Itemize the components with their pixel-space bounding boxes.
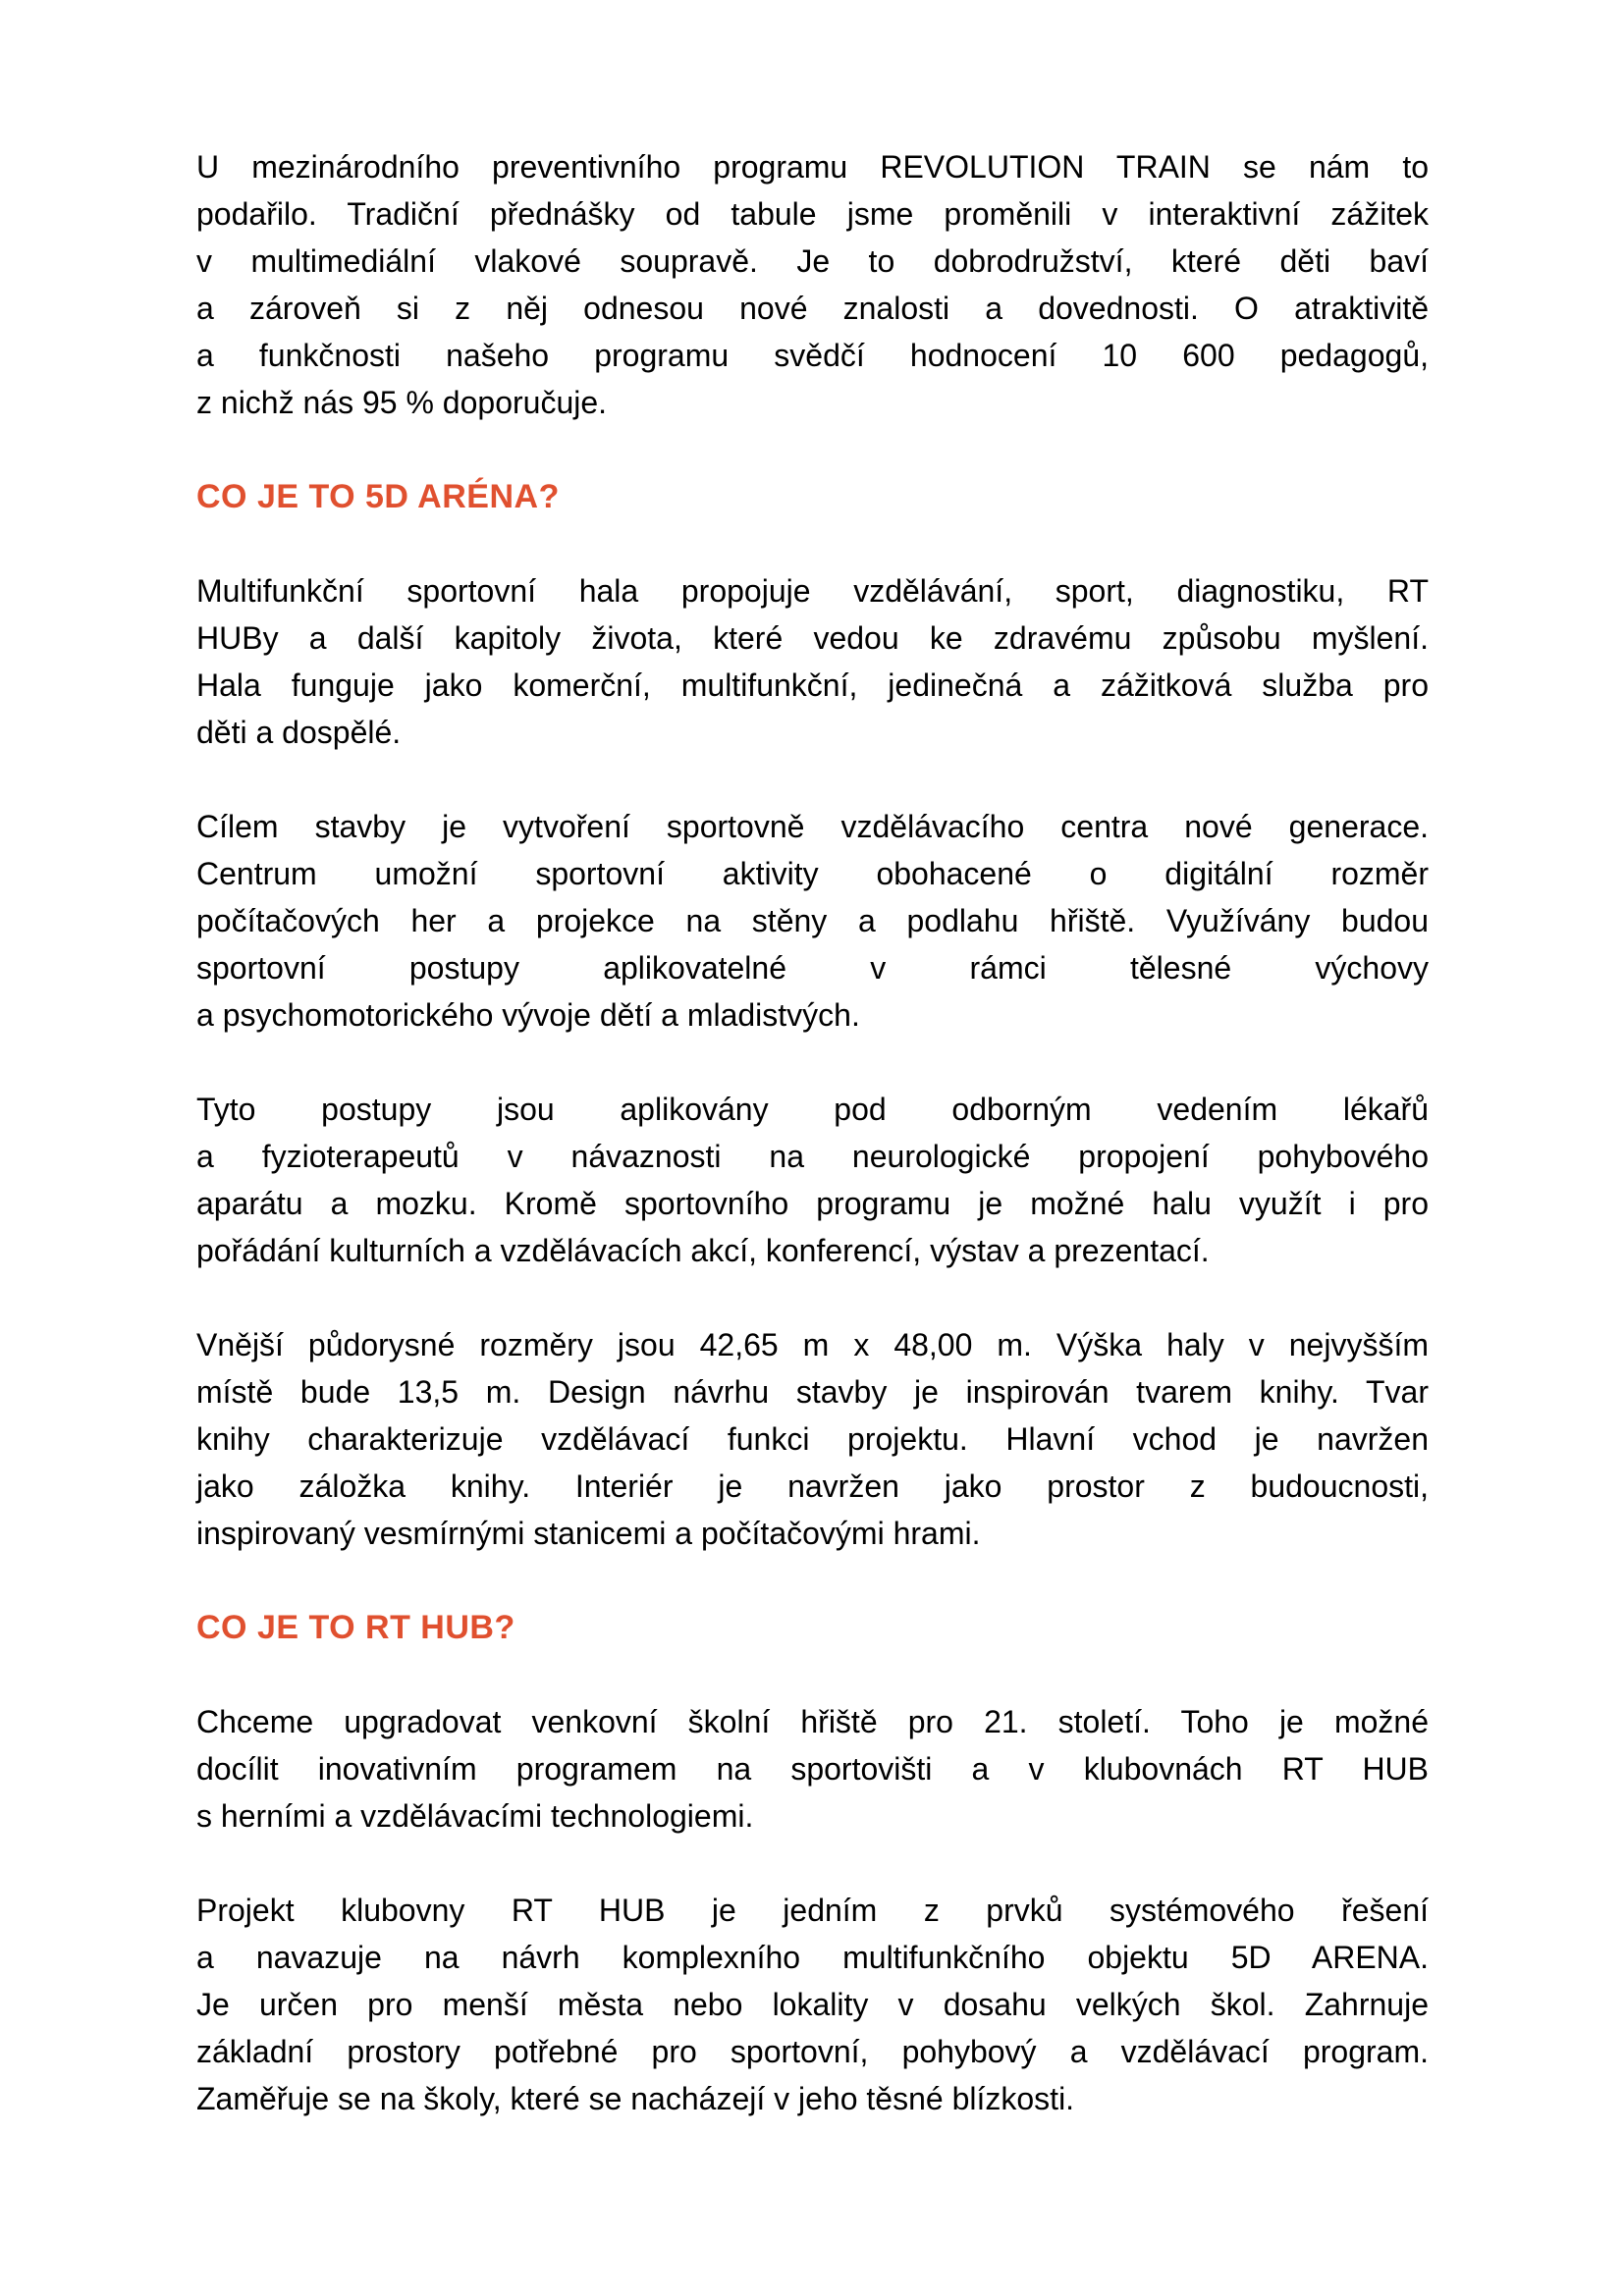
text-line: Cílem stavby je vytvoření sportovně vzdělávacího centra nové generace. [196, 809, 1429, 844]
text-line: jako záložka knihy. Interiér je navržen jako prostor z budoucnosti, [196, 1468, 1429, 1504]
text-line: a zároveň si z něj odnesou nové znalosti a dovednosti. O atraktivitě [196, 291, 1429, 326]
text-line: Chceme upgradovat venkovní školní hřiště pro 21. století. Toho je možné [196, 1704, 1429, 1739]
text-line: a fyzioterapeutů v návaznosti na neurologické propojení pohybového [196, 1139, 1429, 1174]
paragraph [196, 567, 1429, 756]
text-line: z nichž nás 95 % doporučuje. [196, 385, 608, 420]
text-line: základní prostory potřebné pro sportovní, pohybový a vzdělávací program. [196, 2034, 1429, 2069]
text-line: podařilo. Tradiční přednášky od tabule jsme proměnili v interaktivní zážitek [196, 196, 1429, 232]
text-line: v multimediální vlakové soupravě. Je to dobrodružství, které děti baví [196, 243, 1429, 279]
text-line: Hala funguje jako komerční, multifunkční, jedinečná a zážitková služba pro [196, 667, 1429, 703]
text-line: Zaměřuje se na školy, které se nacházejí v jeho těsné blízkosti. [196, 2081, 1075, 2116]
paragraph [196, 143, 1429, 426]
text-line: knihy charakterizuje vzdělávací funkci projektu. Hlavní vchod je navržen [196, 1421, 1429, 1457]
text-line: počítačových her a projekce na stěny a podlahu hřiště. Využívány budou [196, 903, 1429, 938]
document-content [196, 143, 1429, 2122]
text-line: Projekt klubovny RT HUB je jedním z prvků systémového řešení [196, 1893, 1429, 1928]
text-line: aparátu a mozku. Kromě sportovního programu je možné halu využít i pro [196, 1186, 1429, 1221]
text-line: inspirovaný vesmírnými stanicemi a počítačovými hrami. [196, 1516, 981, 1551]
text-line: Multifunkční sportovní hala propojuje vzdělávání, sport, diagnostiku, RT [196, 573, 1429, 609]
text-line: a psychomotorického vývoje dětí a mladistvých. [196, 997, 860, 1033]
section-heading: CO JE TO 5D ARÉNA? [196, 478, 560, 515]
text-line: U mezinárodního preventivního programu REVOLUTION TRAIN se nám to [196, 149, 1429, 185]
text-line: Centrum umožní sportovní aktivity obohacené o digitální rozměr [196, 856, 1429, 891]
text-line: s herními a vzdělávacími technologiemi. [196, 1798, 754, 1834]
text-line: Je určen pro menší města nebo lokality v dosahu velkých škol. Zahrnuje [196, 1987, 1429, 2022]
text-line: a funkčnosti našeho programu svědčí hodnocení 10 600 pedagogů, [196, 338, 1429, 373]
text-line: pořádání kulturních a vzdělávacích akcí, konferencí, výstav a prezentací. [196, 1233, 1210, 1268]
paragraph [196, 1698, 1429, 1840]
text-line: HUBy a další kapitoly života, které vedou ke zdravému způsobu myšlení. [196, 620, 1429, 656]
text-line: Tyto postupy jsou aplikovány pod odborným vedením lékařů [196, 1092, 1429, 1127]
text-line: Vnější půdorysné rozměry jsou 42,65 m x 48,00 m. Výška haly v nejvyšším [196, 1327, 1429, 1362]
section-heading: CO JE TO RT HUB? [196, 1609, 515, 1646]
text-line: sportovní postupy aplikovatelné v rámci tělesné výchovy [196, 950, 1429, 986]
paragraph [196, 1321, 1429, 1557]
text-line: a navazuje na návrh komplexního multifunkčního objektu 5D ARENA. [196, 1940, 1429, 1975]
paragraph [196, 1887, 1429, 2122]
text-line: děti a dospělé. [196, 715, 402, 750]
text-line: místě bude 13,5 m. Design návrhu stavby je inspirován tvarem knihy. Tvar [196, 1374, 1429, 1410]
text-line: docílit inovativním programem na sportovišti a v klubovnách RT HUB [196, 1751, 1429, 1787]
paragraph [196, 1086, 1429, 1274]
paragraph [196, 803, 1429, 1039]
